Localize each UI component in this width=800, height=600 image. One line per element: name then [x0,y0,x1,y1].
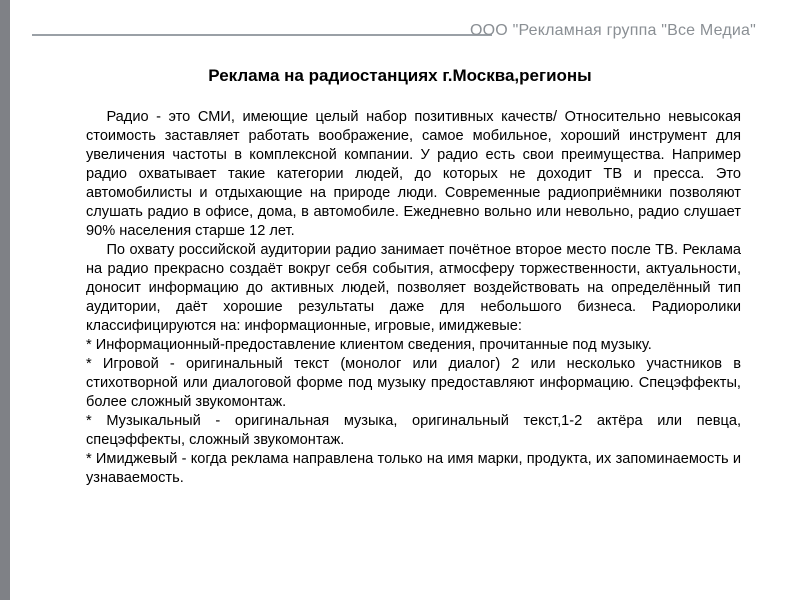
bullet-musical: * Музыкальный - оригинальная музыка, оригинальный текст,1-2 актёра или певца, спецэффекты, сложный звукомонтаж. [86,413,741,448]
slide-title: Реклама на радиостанциях г.Москва,регионы [208,66,592,85]
company-name: ООО "Рекламная группа "Все Медиа" [469,22,756,39]
bullet-image: * Имиджевый - когда реклама направлена только на имя марки, продукта, их запоминаемость и узнаваемость. [86,451,741,486]
paragraph-intro: Радио - это СМИ, имеющие целый набор позитивных качеств/ Относительно невысокая стоимость заставляет работать воображение, самое мобильное, хороший инструмент для увеличения частоты в комплексной компании. У радио есть свои преимущества. Например радио охватывает такие категории людей, до которых не доходит ТВ и пресса. Это автомобилисты и отдыхающие на природе люди. Современные радиоприёмники позволяют слушать радио в офисе, дома, в автомобиле. Ежедневно вольно или невольно, радио слушает 90% населения старше 12 лет. [86,109,741,239]
bullet-game: * Игровой - оригинальный текст (монолог или диалог) 2 или несколько участников в стихотворной или диалоговой форме под музыку предоставляют информацию. Спецэффекты, более сложный звукомонтаж. [86,356,741,410]
paragraph-audience: По охвату российской аудитории радио занимает почётное второе место после ТВ. Реклама на радио прекрасно создаёт вокруг себя события, атмосферу торжественности, актуальности, доносит информацию до активных людей, позволяет воздействовать на определённый тип аудитории, даёт хорошие результаты даже для небольшого бизнеса. Радиоролики классифицируются на: информационные, игровые, имиджевые: [86,242,741,334]
bullet-informational: * Информационный-предоставление клиентом сведения, прочитанные под музыку. [86,337,652,353]
left-accent-bar [0,0,10,600]
header-rule [32,34,492,36]
body-text [86,108,741,488]
